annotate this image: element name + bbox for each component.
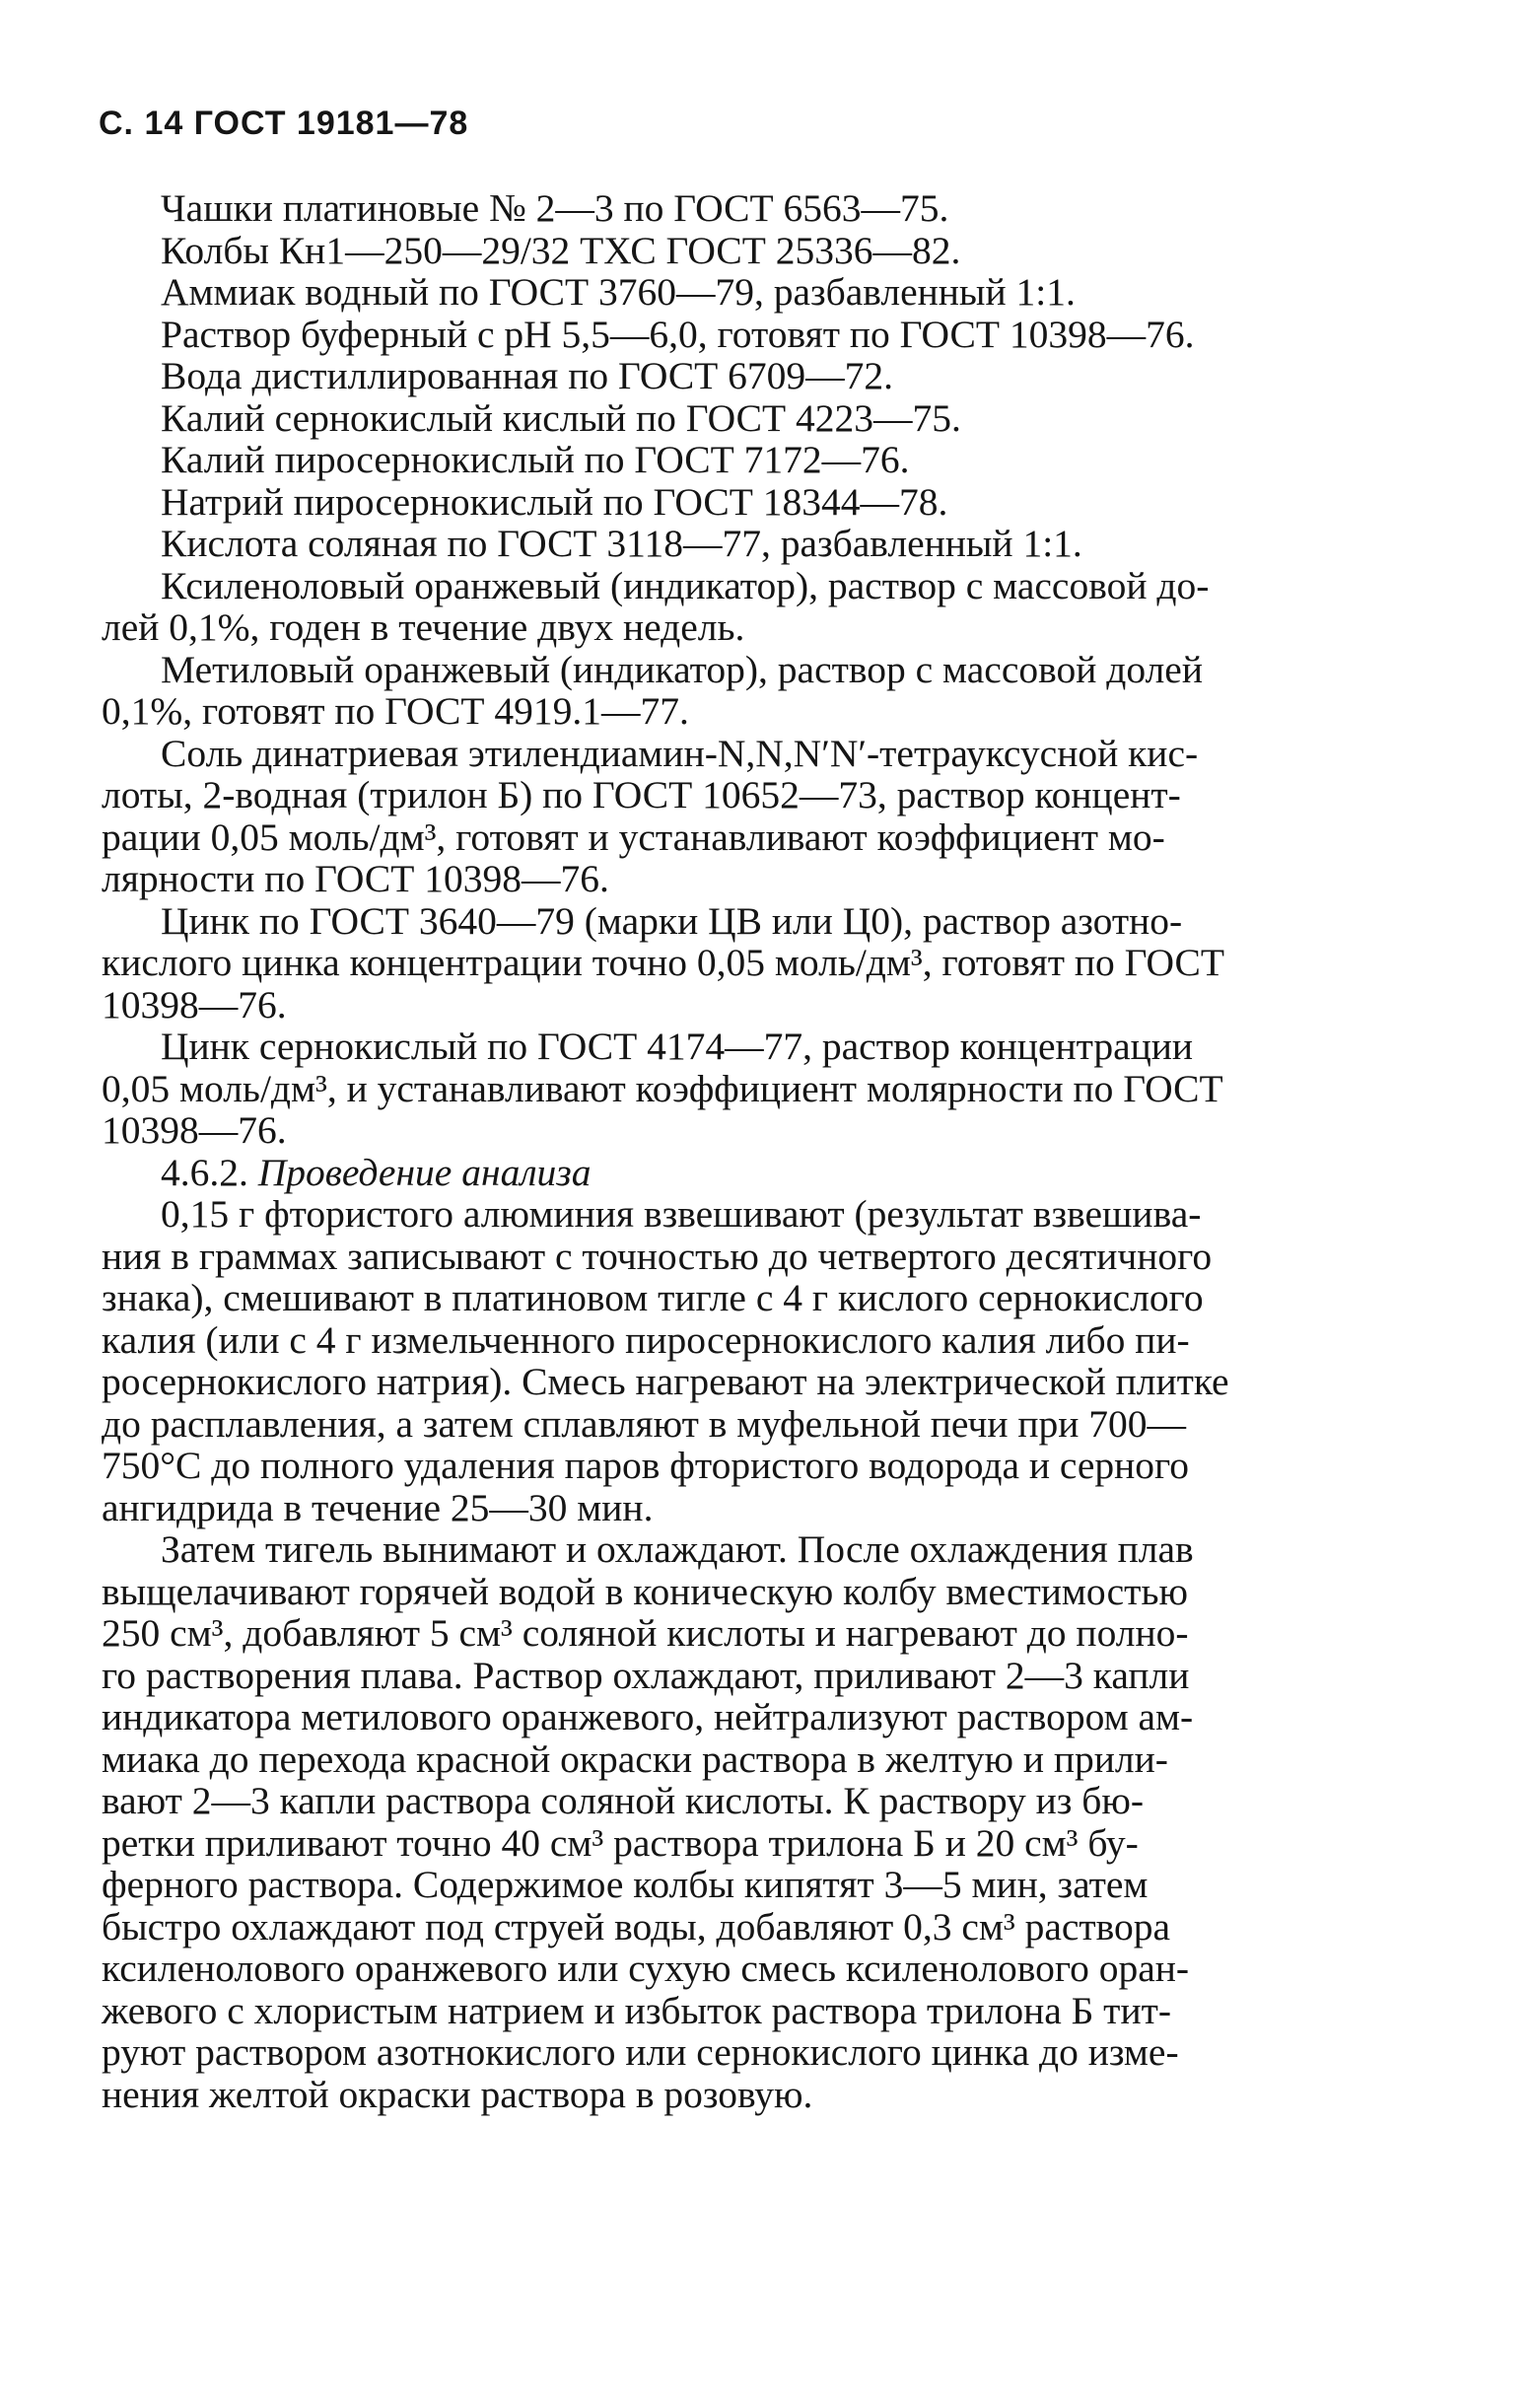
section-number: 4.6.2. <box>161 1150 248 1194</box>
reagent-item-line: лярности по ГОСТ 10398—76. <box>102 857 609 900</box>
reagent-item-line: Соль динатриевая этилендиамин-N,N,N′N′-тетрауксусной кис- <box>161 731 1199 775</box>
reagent-item-line: Раствор буферный с рН 5,5—6,0, готовят по ГОСТ 10398—76. <box>161 312 1195 356</box>
reagent-item-line: лоты, 2-водная (трилон Б) по ГОСТ 10652—73, раствор концент- <box>102 773 1181 816</box>
reagent-item <box>161 481 1458 524</box>
reagent-item-line: Калий сернокислый кислый по ГОСТ 4223—75. <box>161 395 961 440</box>
reagent-item-line: 10398—76. <box>102 1108 287 1152</box>
paragraph-line: руют раствором азотнокислого или сернокислого цинка до изме- <box>102 2030 1179 2074</box>
paragraph-line: миака до перехода красной окраски раствора в желтую и прили- <box>102 1736 1168 1781</box>
reagent-item <box>102 898 1458 1027</box>
paragraph-line: знака), смешивают в платиновом тигле с 4 г кислого сернокислого <box>102 1276 1204 1319</box>
paragraph-line: росернокислого натрия). Смесь нагревают на электрической плитке <box>102 1360 1229 1403</box>
paragraph <box>102 1527 1458 2116</box>
reagent-item-line: Калий пиросернокислый по ГОСТ 7172—76. <box>161 438 910 481</box>
section-heading <box>161 1152 1458 1194</box>
reagent-item-line: Вода дистиллированная по ГОСТ 6709—72. <box>161 354 894 397</box>
reagent-item-line: рации 0,05 моль/дм³, готовят и устанавливают коэффициент мо- <box>102 814 1165 859</box>
reagent-item-line: Метиловый оранжевый (индикатор), раствор с массовой долей <box>161 647 1203 691</box>
reagent-item <box>102 563 1458 649</box>
paragraph-line: жевого с хлористым натрием и избыток раствора трилона Б тит- <box>102 1988 1171 2032</box>
reagent-item-line: 0,1%, готовят по ГОСТ 4919.1—77. <box>102 689 689 733</box>
reagent-item <box>161 314 1458 356</box>
reagent-item-line: кислого цинка концентрации точно 0,05 моль/дм³, готовят по ГОСТ <box>102 941 1224 984</box>
paragraph-line: ния в граммах записывают с точностью до четвертого десятичного <box>102 1234 1213 1278</box>
paragraph-line: быстро охлаждают под струей воды, добавляют 0,3 см³ раствора <box>102 1904 1171 1948</box>
reagent-item-line: Натрий пиросернокислый по ГОСТ 18344—78. <box>161 479 948 524</box>
paragraph-line: ферного раствора. Содержимое колбы кипятят 3—5 мин, затем <box>102 1863 1149 1906</box>
reagent-item <box>161 439 1458 481</box>
paragraph <box>102 1192 1458 1529</box>
paragraph-line: 750°С до полного удаления паров фтористого водорода и серного <box>102 1444 1190 1487</box>
paragraph-line: ксиленолового оранжевого или сухую смесь ксиленолового оран- <box>102 1947 1190 1990</box>
reagent-item-line: Колбы Кн1—250—29/32 ТХС ГОСТ 25336—82. <box>161 228 961 272</box>
reagent-item <box>161 355 1458 397</box>
paragraph-line: Затем тигель вынимают и охлаждают. После охлаждения плав <box>161 1527 1194 1571</box>
paragraph-line: выщелачивают горячей водой в коническую колбу вместимостью <box>102 1569 1188 1613</box>
paragraph-line: до расплавления, а затем сплавляют в муфельной печи при 700— <box>102 1401 1186 1446</box>
reagent-item <box>161 230 1458 272</box>
paragraph-line: ретки приливают точно 40 см³ раствора трилона Б и 20 см³ бу- <box>102 1820 1139 1865</box>
reagent-item-line: Чашки платиновые № 2—3 по ГОСТ 6563—75. <box>161 186 949 230</box>
section-title: Проведение анализа <box>257 1150 592 1194</box>
reagent-item-line: Цинк по ГОСТ 3640—79 (марки ЦВ или Ц0), раствор азотно- <box>161 898 1183 943</box>
paragraph-line: 0,15 г фтористого алюминия взвешивают (результат взвешива- <box>161 1192 1202 1236</box>
paragraph-line: го растворения плава. Раствор охлаждают, приливают 2—3 капли <box>102 1653 1190 1697</box>
reagent-item-line: Ксиленоловый оранжевый (индикатор), раствор с массовой до- <box>161 563 1210 607</box>
reagent-item-line: лей 0,1%, годен в течение двух недель. <box>102 605 745 649</box>
reagent-item-line: Аммиак водный по ГОСТ 3760—79, разбавленный 1:1. <box>161 270 1076 314</box>
reagent-item <box>102 647 1458 733</box>
paragraph-line: нения желтой окраски раствора в розовую. <box>102 2072 813 2116</box>
reagent-list <box>102 186 1458 1152</box>
reagent-item <box>102 1025 1458 1152</box>
paragraph-line: калия (или с 4 г измельченного пиросернокислого калия либо пи- <box>102 1317 1190 1362</box>
paragraph-line: вают 2—3 капли раствора соляной кислоты. К раствору из бю- <box>102 1779 1145 1822</box>
paragraph-line: индикатора метилового оранжевого, нейтрализуют раствором ам- <box>102 1695 1194 1738</box>
running-head: С. 14 ГОСТ 19181—78 <box>99 105 469 142</box>
reagent-item <box>102 731 1458 900</box>
reagent-item <box>161 271 1458 314</box>
reagent-item-line: Цинк сернокислый по ГОСТ 4174—77, раствор концентрации <box>161 1025 1194 1068</box>
reagent-item <box>161 397 1458 440</box>
procedure-text <box>102 1192 1458 2116</box>
reagent-item-line: Кислота соляная по ГОСТ 3118—77, разбавленный 1:1. <box>161 522 1082 565</box>
paragraph-line: ангидрида в течение 25—30 мин. <box>102 1485 654 1529</box>
reagent-item-line: 10398—76. <box>102 982 287 1027</box>
reagent-item <box>161 523 1458 565</box>
paragraph-line: 250 см³, добавляют 5 см³ соляной кислоты и нагревают до полно- <box>102 1611 1189 1655</box>
body-text <box>102 186 1458 2116</box>
reagent-item <box>161 187 1458 230</box>
reagent-item-line: 0,05 моль/дм³, и устанавливают коэффициент молярности по ГОСТ <box>102 1066 1223 1110</box>
